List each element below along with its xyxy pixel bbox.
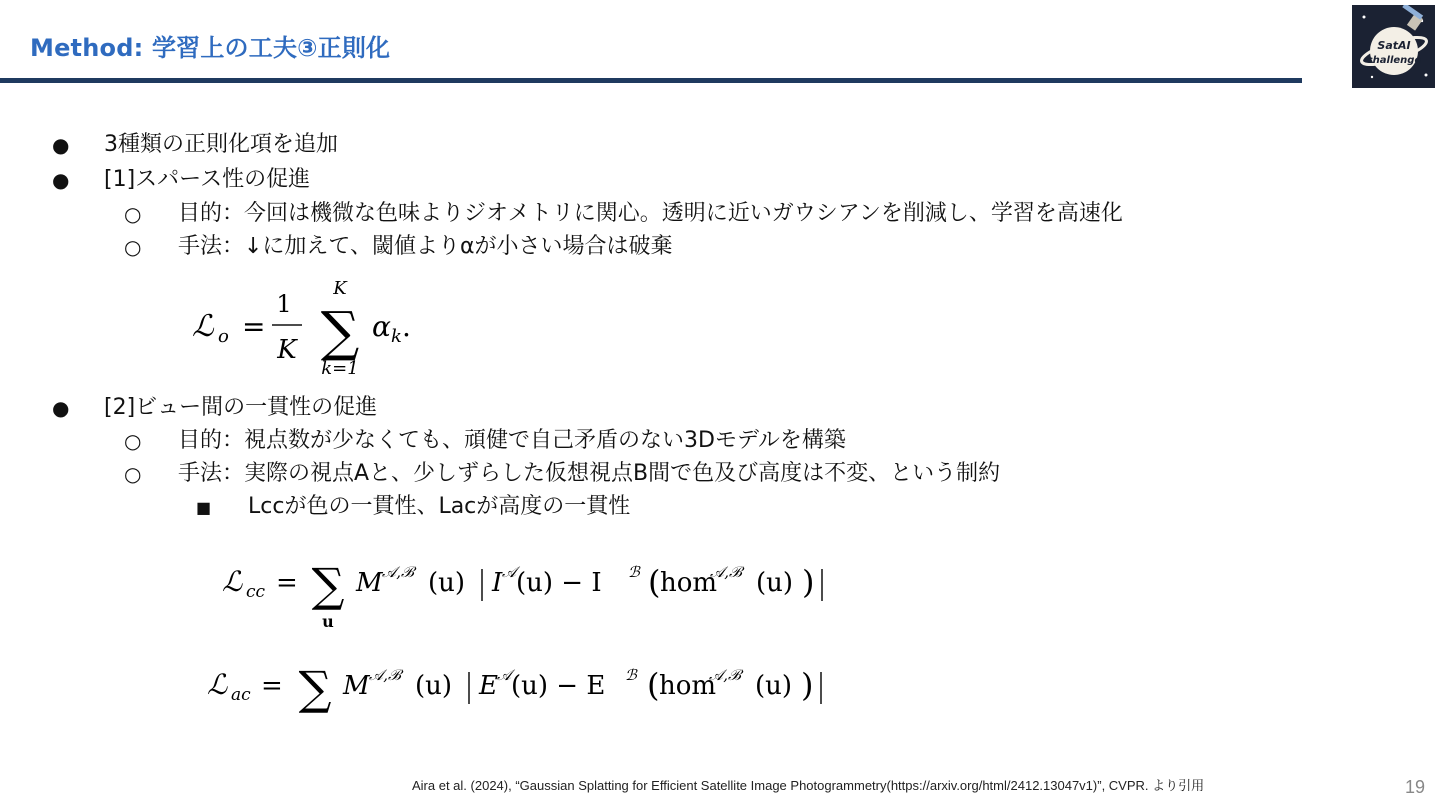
svg-text:I: I: [492, 568, 503, 598]
svg-text:challenge: challenge: [1366, 55, 1422, 66]
svg-text:ac: ac: [231, 685, 251, 705]
eq-frac-num: 1: [276, 290, 292, 318]
eq-sum-bottom: k=1: [321, 358, 359, 379]
svg-text:M: M: [356, 568, 383, 598]
sub-bullet-text: 手法：実際の視点Aと、少しずらした仮想視点B間で色及び高度は不変、という制約: [178, 461, 1001, 486]
sum-symbol: ∑: [320, 300, 360, 363]
bullet-dot: ●: [52, 168, 70, 192]
svg-text:(u): (u): [756, 568, 794, 598]
svg-text:ℬ: ℬ: [628, 563, 640, 581]
bullet-text: [2]ビュー間の一貫性の促進: [104, 395, 378, 420]
svg-text:E: E: [479, 671, 498, 701]
svg-text:ℒ: ℒ: [207, 668, 228, 701]
sub-bullet-circle: ○: [124, 429, 142, 453]
svg-text:M: M: [343, 671, 370, 701]
svg-text:𝒜: 𝒜: [502, 563, 517, 581]
sub-sub-bullet-square: ■: [196, 498, 212, 517]
bullet-dot: ●: [52, 396, 70, 420]
eq-lhs: ℒ: [192, 309, 214, 344]
svg-text:(u) − I: (u) − I: [516, 568, 602, 598]
svg-text:(u): (u): [415, 671, 453, 701]
sub-bullet-text: 手法：↓に加えて、閾値よりαが小さい場合は破棄: [178, 234, 673, 259]
page-number: 19: [1405, 777, 1426, 797]
equation-lcc: [210, 545, 850, 635]
svg-text:hom: hom: [660, 568, 718, 598]
eq-body: α: [372, 310, 391, 343]
svg-text:ℬ: ℬ: [625, 666, 637, 684]
svg-text:(u) − E: (u) − E: [511, 671, 606, 701]
svg-text:𝒜,ℬ: 𝒜,ℬ: [382, 563, 414, 581]
bullet-dot: ●: [52, 133, 70, 157]
svg-text:=: =: [242, 310, 266, 343]
svg-text:𝒜,ℬ: 𝒜,ℬ: [369, 666, 401, 684]
bullet-text: 3種類の正則化項を追加: [104, 132, 338, 157]
eq-lhs-sub: o: [218, 326, 229, 347]
slide-title: Method: 学習上の工夫③正則化: [30, 34, 391, 62]
sub-bullet-circle: ○: [124, 462, 142, 486]
eq-sum-top: K: [333, 278, 347, 299]
eq-end: .: [402, 310, 411, 343]
svg-text:(u): (u): [428, 568, 466, 598]
svg-text:ℒ: ℒ: [222, 565, 243, 598]
svg-text:u: u: [322, 612, 334, 631]
sum-symbol: ∑: [298, 661, 332, 715]
svg-text:(: (: [648, 563, 661, 601]
svg-text:hom: hom: [659, 671, 717, 701]
equation-lo: [180, 270, 480, 382]
svg-text:SatAI: SatAI: [1377, 39, 1411, 52]
svg-text:): ): [801, 666, 814, 704]
svg-text:𝒜,ℬ: 𝒜,ℬ: [709, 666, 741, 684]
eq-body-sub: k: [391, 326, 402, 347]
svg-text:𝒜: 𝒜: [497, 666, 512, 684]
sum-symbol: ∑: [311, 558, 345, 612]
sub-bullet-text: 目的：視点数が少なくても、頑健で自己矛盾のない3Dモデルを構築: [178, 428, 846, 453]
svg-text:=: =: [276, 568, 298, 598]
svg-text:cc: cc: [246, 582, 266, 602]
bullet-text: [1]スパース性の促進: [104, 167, 311, 192]
eq-frac-den: K: [277, 335, 297, 365]
citation: Aira et al. (2024), “Gaussian Splatting for Efficient Satellite Image Photogrammetry(https://arxiv.org/html/2412.13047v1)”, CVPR. より引用: [412, 778, 1205, 793]
equation-lac: [195, 650, 845, 720]
sub-sub-bullet-text: Lccが色の一貫性、Lacが高度の一貫性: [248, 494, 631, 519]
svg-text:𝒜,ℬ: 𝒜,ℬ: [710, 563, 742, 581]
svg-text:=: =: [261, 671, 283, 701]
svg-text:): ): [802, 563, 815, 601]
sub-bullet-text: 目的：今回は機微な色味よりジオメトリに関心。透明に近いガウシアンを削減し、学習を高速化: [178, 201, 1123, 226]
sub-bullet-circle: ○: [124, 202, 142, 226]
svg-text:(: (: [647, 666, 660, 704]
sub-bullet-circle: ○: [124, 235, 142, 259]
svg-text:(u): (u): [755, 671, 793, 701]
